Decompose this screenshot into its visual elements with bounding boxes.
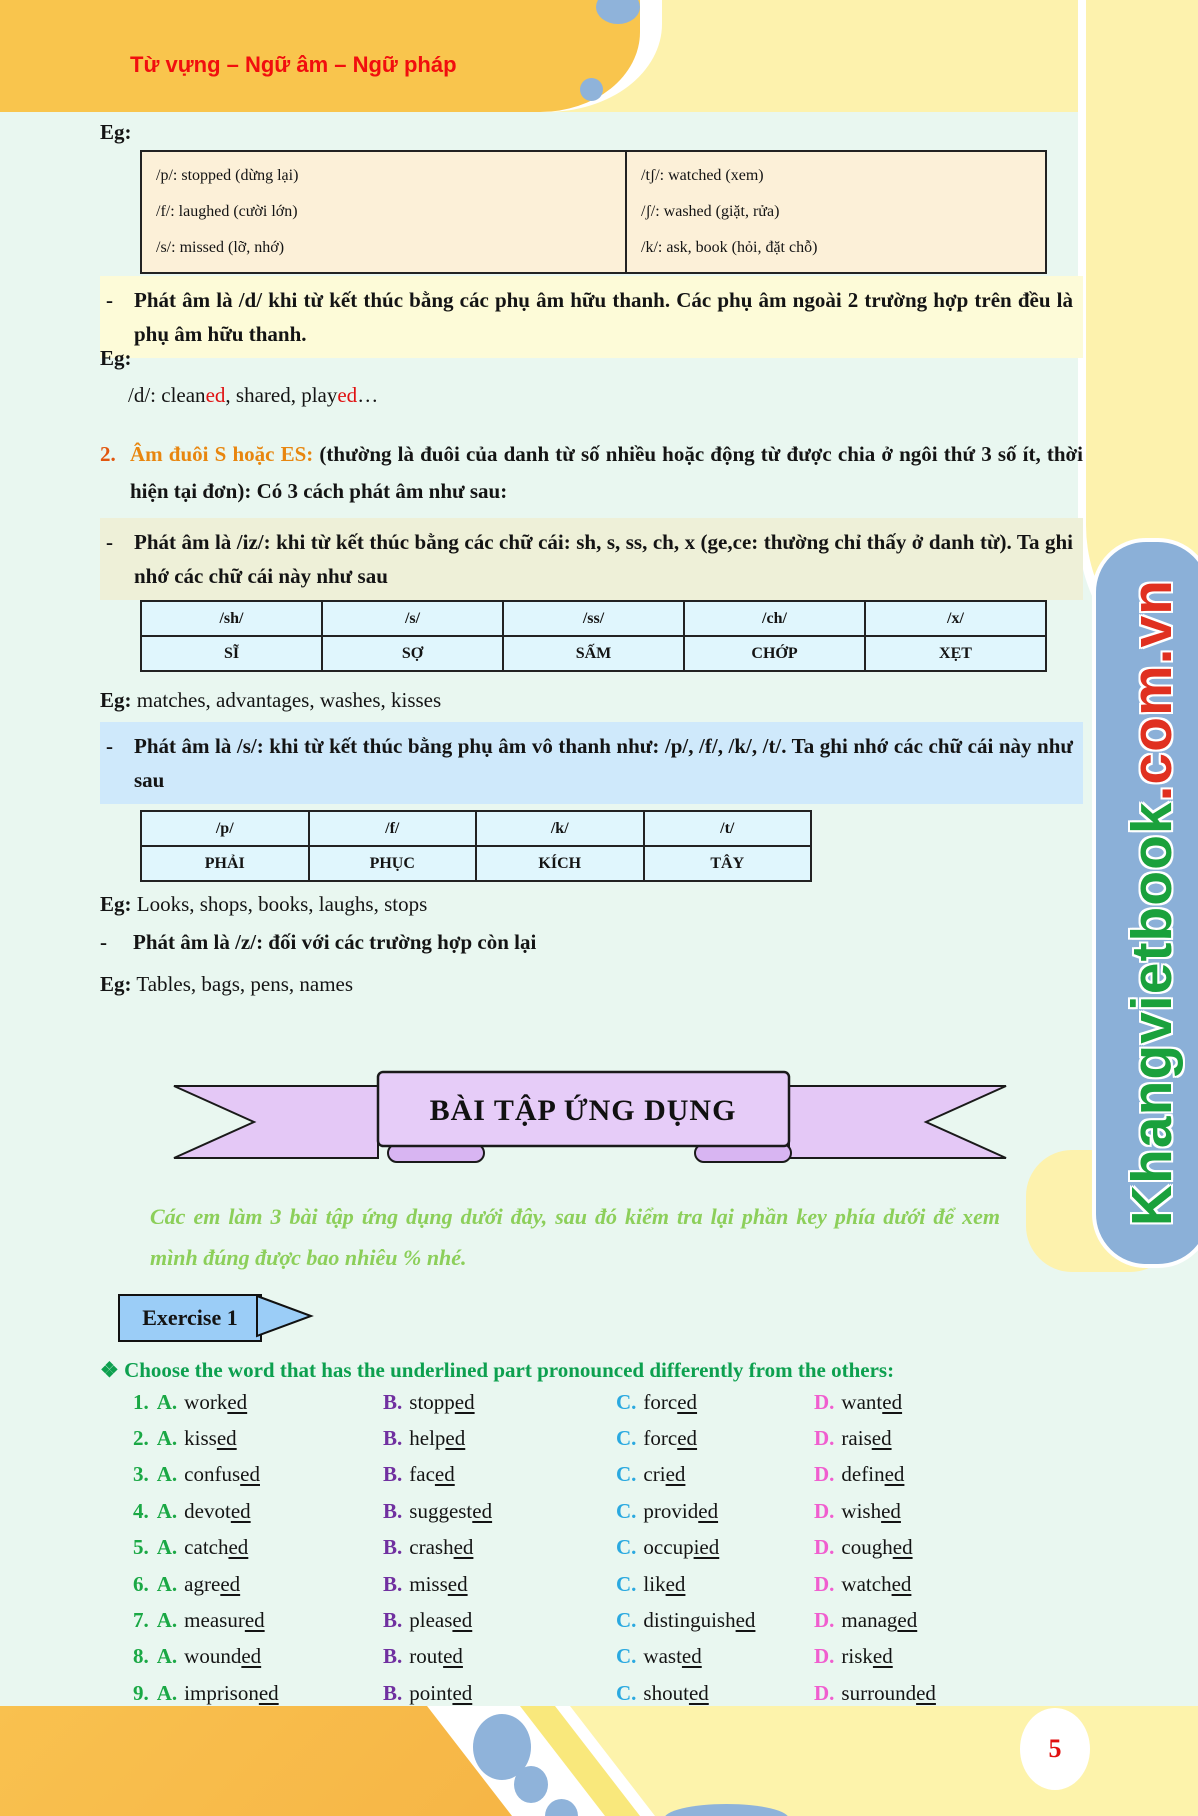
option-word: shouted (643, 1680, 709, 1705)
eg-z-line: Eg: Tables, bags, pens, names (100, 972, 354, 996)
answer-option (814, 1462, 1133, 1487)
option-word: wasted (643, 1644, 702, 1669)
page-number: 5 (1048, 1734, 1062, 1763)
option-letter: C. (616, 1644, 637, 1669)
rule-s: - Phát âm là /s/: khi từ kết thúc bằng phụ âm vô thanh như: /p/, /f/, /k/, /t/. Ta ghi nhớ các chữ cái này như sau (100, 722, 1083, 804)
eg-iz-line: Eg: matches, advantages, washes, kisses (100, 688, 442, 712)
brand-watermark-bar (1092, 538, 1198, 1268)
answer-option (383, 1572, 616, 1597)
option-letter: C. (616, 1571, 637, 1596)
answer-option (383, 1608, 616, 1633)
option-word: risked (841, 1644, 893, 1669)
option-letter: A. (156, 1571, 178, 1596)
arrow-right-icon (256, 1294, 314, 1338)
option-word: wished (841, 1498, 901, 1523)
option-word: catched (184, 1535, 249, 1560)
table-value-row: PHẢI PHỤC KÍCH TÂY (142, 845, 810, 880)
option-word: wounded (184, 1644, 262, 1669)
option-letter: D. (814, 1462, 835, 1487)
answer-option (383, 1390, 616, 1415)
option-word: raised (841, 1426, 892, 1451)
option-letter: D. (814, 1389, 835, 1414)
option-letter: D. (814, 1571, 835, 1596)
banner-title: BÀI TẬP ỨNG DỤNG (429, 1094, 737, 1127)
table-header-row: /p/ /f/ /k/ /t/ (142, 812, 810, 845)
answer-option (616, 1644, 814, 1669)
s-mnemonic-table (140, 810, 812, 882)
answer-option (616, 1572, 814, 1597)
questions-list (133, 1384, 1133, 1712)
option-word: suggested (409, 1498, 493, 1523)
table-line: /s/: missed (lỡ, nhớ) (156, 239, 285, 256)
option-word: devoted (184, 1498, 251, 1523)
section-2-desc: (thường là đuôi của danh từ số nhiều hoặc động từ được chia ở ngôi thứ 3 số ít, thời hiện tại đơn): Có 3 cách phát âm như sau: (130, 442, 1083, 503)
table-line: /k/: ask, book (hỏi, đặt chỗ) (641, 239, 818, 256)
table-header-row: /sh/ /s/ /ss/ /ch/ /x/ (142, 602, 1045, 635)
option-letter: D. (814, 1498, 835, 1523)
question-row (133, 1384, 1133, 1420)
page-number-badge (1020, 1708, 1090, 1790)
option-word: routed (409, 1644, 463, 1669)
option-word: pointed (409, 1680, 473, 1705)
option-letter: C. (616, 1608, 637, 1633)
option-word: stopped (409, 1389, 475, 1414)
answer-option (616, 1390, 814, 1415)
question-number: 9. (133, 1680, 149, 1705)
option-letter: B. (383, 1571, 403, 1596)
option-letter: B. (383, 1498, 403, 1523)
option-word: forced (643, 1426, 698, 1451)
answer-option (133, 1462, 383, 1487)
eg-s-line: Eg: Looks, shops, books, laughs, stops (100, 892, 428, 916)
rule-iz: - Phát âm là /iz/: khi từ kết thúc bằng các chữ cái: sh, s, ss, ch, x (ge,ce: thường chỉ thấy ở danh từ). Ta ghi nhớ các chữ cái này như sau (100, 518, 1083, 600)
option-letter: D. (814, 1535, 835, 1560)
iz-mnemonic-table (140, 600, 1047, 672)
answer-option (133, 1644, 383, 1669)
brand-watermark (1119, 579, 1185, 1226)
answer-option (616, 1535, 814, 1560)
answer-option (814, 1499, 1133, 1524)
option-letter: D. (814, 1426, 835, 1451)
answer-option (133, 1608, 383, 1633)
answer-option (814, 1572, 1133, 1597)
option-letter: C. (616, 1462, 637, 1487)
option-word: surrounded (841, 1680, 936, 1705)
option-letter: C. (616, 1535, 637, 1560)
answer-option (133, 1572, 383, 1597)
question-row (133, 1602, 1133, 1638)
eg2-label: Eg: (100, 346, 132, 370)
exercise-instruction: ❖ Choose the word that has the underlined part pronounced differently from the others: (100, 1358, 895, 1382)
option-letter: C. (616, 1498, 637, 1523)
rule-d: - Phát âm là /d/ khi từ kết thúc bằng các phụ âm hữu thanh. Các phụ âm ngoài 2 trường hợp trên đều là phụ âm hữu thanh. (100, 276, 1083, 358)
question-row (133, 1457, 1133, 1493)
option-letter: A. (156, 1680, 178, 1705)
option-word: coughed (841, 1535, 913, 1560)
option-word: managed (841, 1608, 918, 1633)
question-number: 7. (133, 1608, 149, 1633)
option-letter: C. (616, 1426, 637, 1451)
page-title: Từ vựng – Ngữ âm – Ngữ pháp (130, 52, 457, 77)
option-letter: C. (616, 1680, 637, 1705)
option-letter: A. (156, 1426, 178, 1451)
question-number: 5. (133, 1535, 149, 1560)
section-2-heading: 2. Âm đuôi S hoặc ES: (thường là đuôi của danh từ số nhiều hoặc động từ được chia ở ngôi thứ 3 số ít, thời hiện tại đơn): Có 3 cách phát âm như sau: (100, 442, 1083, 503)
option-letter: A. (156, 1462, 178, 1487)
option-word: defined (841, 1462, 905, 1487)
answer-option (616, 1426, 814, 1451)
option-letter: D. (814, 1608, 835, 1633)
section-2-title: Âm đuôi S hoặc ES: (130, 442, 314, 466)
question-number: 4. (133, 1498, 149, 1523)
option-letter: B. (383, 1426, 403, 1451)
option-letter: D. (814, 1644, 835, 1669)
option-letter: B. (383, 1608, 403, 1633)
question-number: 1. (133, 1389, 149, 1414)
option-letter: A. (156, 1389, 178, 1414)
question-row (133, 1420, 1133, 1456)
option-word: measured (184, 1608, 265, 1633)
eg1-label: Eg: (100, 120, 132, 144)
answer-option (133, 1499, 383, 1524)
table-line: /ʃ/: washed (giặt, rửa) (641, 203, 780, 220)
option-letter: B. (383, 1389, 403, 1414)
question-row (133, 1566, 1133, 1602)
answer-option (133, 1426, 383, 1451)
answer-option (616, 1608, 814, 1633)
option-letter: B. (383, 1644, 403, 1669)
deco-ellipse-icon (514, 1766, 548, 1803)
option-letter: A. (156, 1644, 178, 1669)
rule-z: - Phát âm là /z/: đối với các trường hợp còn lại (100, 930, 537, 954)
option-word: worked (184, 1389, 248, 1414)
option-word: helped (409, 1426, 466, 1451)
option-word: kissed (184, 1426, 237, 1451)
option-word: provided (643, 1498, 719, 1523)
question-row (133, 1493, 1133, 1529)
option-letter: B. (383, 1680, 403, 1705)
table-line: /p/: stopped (dừng lại) (156, 167, 299, 184)
answer-option (133, 1535, 383, 1560)
option-letter: B. (383, 1462, 403, 1487)
answer-option (133, 1390, 383, 1415)
answer-option (814, 1390, 1133, 1415)
footer-band (0, 1706, 1198, 1816)
option-word: pleased (409, 1608, 473, 1633)
ed-examples-table (140, 150, 1047, 274)
option-word: occupied (643, 1535, 720, 1560)
brand-name: Khangvietbook (1120, 801, 1184, 1227)
answer-option (814, 1681, 1133, 1706)
option-letter: A. (156, 1535, 178, 1560)
table-line: /f/: laughed (cười lớn) (156, 203, 298, 220)
question-number: 6. (133, 1571, 149, 1596)
ribbon-right-tail (789, 1086, 1006, 1158)
answer-option (814, 1608, 1133, 1633)
table-cell (142, 152, 627, 272)
option-word: agreed (184, 1571, 241, 1596)
option-word: imprisoned (184, 1680, 279, 1705)
brand-domain: .com.vn (1120, 579, 1184, 802)
option-word: faced (409, 1462, 455, 1487)
option-word: distinguished (643, 1608, 756, 1633)
answer-option (814, 1644, 1133, 1669)
answer-option (383, 1644, 616, 1669)
table-line: /tʃ/: watched (xem) (641, 167, 764, 184)
question-number: 3. (133, 1462, 149, 1487)
question-row (133, 1639, 1133, 1675)
eg-d-line: /d/: cleaned, shared, played… (128, 383, 379, 407)
ribbon-left-tail (174, 1086, 378, 1158)
option-word: missed (409, 1571, 468, 1596)
answer-option (383, 1426, 616, 1451)
ribbon-banner (150, 1060, 1030, 1170)
answer-option (616, 1499, 814, 1524)
option-word: forced (643, 1389, 698, 1414)
answer-option (383, 1681, 616, 1706)
answer-option (814, 1426, 1133, 1451)
table-value-row: SĨ SỢ SẤM CHỚP XẸT (142, 635, 1045, 670)
option-word: crashed (409, 1535, 474, 1560)
option-word: wanted (841, 1389, 903, 1414)
deco-circle-icon (580, 78, 603, 101)
exercise-1-tag: Exercise 1 (118, 1294, 262, 1342)
question-number: 8. (133, 1644, 149, 1669)
answer-option (383, 1535, 616, 1560)
answer-option (616, 1681, 814, 1706)
option-word: liked (643, 1571, 686, 1596)
answer-option (814, 1535, 1133, 1560)
option-word: cried (643, 1462, 686, 1487)
question-row (133, 1530, 1133, 1566)
intro-paragraph: Các em làm 3 bài tập ứng dụng dưới đây, sau đó kiểm tra lại phần key phía dưới để xem mình đúng được bao nhiêu % nhé. (150, 1204, 1000, 1270)
option-word: confused (184, 1462, 260, 1487)
option-letter: A. (156, 1608, 178, 1633)
answer-option (616, 1462, 814, 1487)
answer-option (383, 1462, 616, 1487)
answer-option (133, 1681, 383, 1706)
question-number: 2. (133, 1426, 149, 1451)
table-cell (627, 152, 1045, 272)
option-letter: C. (616, 1389, 637, 1414)
option-letter: B. (383, 1535, 403, 1560)
option-word: watched (841, 1571, 912, 1596)
diamond-bullet-icon: ❖ (100, 1358, 119, 1382)
answer-option (383, 1499, 616, 1524)
option-letter: A. (156, 1498, 178, 1523)
option-letter: D. (814, 1680, 835, 1705)
